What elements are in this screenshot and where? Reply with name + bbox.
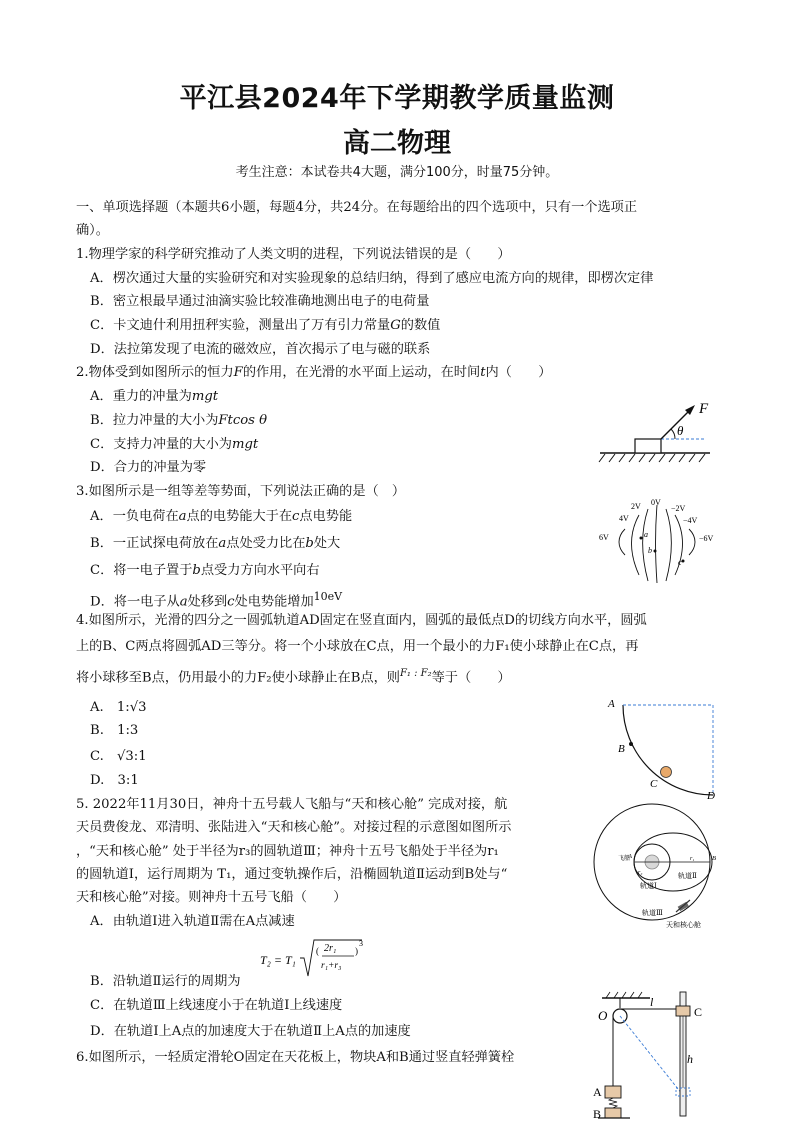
label-c: C <box>694 1005 703 1019</box>
q5-stem-line5: 天和核心舱”对接。则神舟十五号飞船（ ） <box>76 890 347 905</box>
label-6v: 6V <box>599 533 609 542</box>
q3-option-c: C．将一电子置于b点受力方向水平向右 <box>90 563 320 578</box>
q5-option-c: C．在轨道Ⅲ上线速度小于在轨道Ⅰ上线速度 <box>90 998 343 1013</box>
label-c: c <box>678 558 682 567</box>
label-h: h <box>687 1052 693 1066</box>
q3-stem: 3.如图所示是一组等差等势面，下列说法正确的是（ ） <box>76 484 406 499</box>
label-2v: 2V <box>631 502 641 511</box>
force-label: F <box>699 401 709 417</box>
q4-option-d: D. 3:1 <box>90 773 139 788</box>
q2-option-d: D．合力的冲量为零 <box>90 460 207 475</box>
ceiling-hatch <box>606 992 642 998</box>
q1-stem: 1.物理学家的科学研究推动了人类文明的进程，下列说法错误的是（ ） <box>76 247 511 262</box>
q3-option-d: D．将一电子从a处移到c处电势能增加$^{10eV}$ <box>90 590 343 610</box>
label-b: B <box>618 743 625 755</box>
q4-option-b: B. 1:3 <box>90 723 139 738</box>
q3-option-b: B．一正试探电荷放在a点处受力比在b处大 <box>90 536 341 551</box>
ball <box>661 767 672 778</box>
angle-label: θ <box>677 423 684 438</box>
q2-force-figure <box>595 396 715 466</box>
q6-stem: 6.如图所示，一轻质定滑轮O固定在天花板上，物块A和B通过竖直轻弹簧栓 <box>76 1050 515 1065</box>
ground-hatch <box>599 454 705 462</box>
q1-option-d: D．法拉第发现了电流的磁效应，首次揭示了电与磁的联系 <box>90 342 431 357</box>
block-a <box>605 1086 621 1098</box>
q5-stem-line1: 5. 2022年11月30日，神舟十五号载人飞船与“天和核心舱” 完成对接，航 <box>76 797 508 812</box>
q5-option-b: B．沿轨道Ⅱ运行的周期为 <box>90 974 241 989</box>
label-a: A <box>608 698 615 710</box>
q5-stem-line3: ，“天和核心舱” 处于半径为r₃的圆轨道Ⅲ；神舟十五号飞船处于半径为r₁ <box>76 844 499 859</box>
q4-option-c: C. √3:1 <box>90 749 147 764</box>
label-station: 天和核心舱 <box>666 921 701 929</box>
section-heading-cont: 确）。 <box>76 223 109 238</box>
label-minus6v: −6V <box>699 534 714 543</box>
point-b <box>654 550 657 553</box>
point-a <box>640 537 643 540</box>
q6-pulley-figure <box>590 988 720 1120</box>
label-minus2v: −2V <box>671 504 686 513</box>
q1-option-a: A．楞次通过大量的实验研究和对实验现象的总结归纳，得到了感应电流方向的规律，即楞次定律 <box>90 271 654 286</box>
section-heading: 一、单项选择题（本题共6小题，每题4分，共24分。在每题给出的四个选项中，只有一个选项正 <box>76 200 638 215</box>
label-a: a <box>644 530 648 539</box>
label-b: B <box>712 855 716 862</box>
label-r3: r₃ <box>638 870 643 876</box>
label-0v: 0V <box>651 498 661 507</box>
label-orbit3: 轨道Ⅲ <box>642 909 663 917</box>
q5-option-a: A．由轨道Ⅰ进入轨道Ⅱ需在A点减速 <box>90 914 295 929</box>
label-o: O <box>598 1008 608 1023</box>
svg-text:): ) <box>355 946 358 956</box>
q4-stem-line1: 4.如图所示，光滑的四分之一圆弧轨道AD固定在竖直面内，圆弧的最低点D的切线方向水平，圆弧 <box>76 613 647 628</box>
label-r1: r₁ <box>690 856 695 862</box>
label-b: B <box>593 1107 602 1120</box>
page-title: 平江县2024年下学期教学质量监测 <box>179 83 615 114</box>
label-ship: 飞船 <box>618 856 631 862</box>
q5-period-formula <box>258 936 368 987</box>
label-orbit2: 轨道Ⅱ <box>678 872 697 880</box>
svg-text:(: ( <box>316 946 319 956</box>
svg-text:3: 3 <box>359 939 363 948</box>
exam-notice: 考生注意：本试卷共4大题，满分100分，时量75分钟。 <box>235 165 559 180</box>
label-l: l <box>650 995 654 1009</box>
label-orbit1: 轨道Ⅰ <box>640 882 657 890</box>
arc-track <box>623 705 713 795</box>
q5-stem-line4: 的圆轨道Ⅰ，运行周期为 T₁，通过变轨操作后，沿椭圆轨道Ⅱ运动到B处与“ <box>76 867 508 882</box>
q2-option-c: C．支持力冲量的大小为mgt <box>90 437 259 452</box>
label-d: D <box>707 790 715 802</box>
formula-svg <box>258 936 368 984</box>
page-subtitle: 高二物理 <box>343 128 451 159</box>
label-a: A <box>628 853 632 860</box>
angle-arc <box>671 429 675 439</box>
q4-stem-line3: 将小球移至B点，仍用最小的力F₂使小球静止在B点，则$^{F_1 : F_2}$等于（ ） <box>76 668 511 686</box>
q5-option-d: D．在轨道Ⅰ上A点的加速度大于在轨道Ⅱ上A点的加速度 <box>90 1024 411 1039</box>
label-4v: 4V <box>619 514 629 523</box>
svg-text:r₁+r₃: r₁+r₃ <box>321 961 342 971</box>
q4-stem-line2: 上的B、C两点将圆弧AD三等分。将一个小球放在C点，用一个最小的力F₁使小球静止在C点，再 <box>76 639 639 654</box>
q5-orbit-figure <box>590 800 720 932</box>
q2-stem: 2.物体受到如图所示的恒力F的作用，在光滑的水平面上运动，在时间t内（ ） <box>76 365 552 380</box>
q2-option-a: A．重力的冲量为mgt <box>90 389 219 404</box>
label-minus4v: −4V <box>683 516 698 525</box>
svg-text:2r₁: 2r₁ <box>324 943 337 954</box>
q5-stem-line2: 天员费俊龙、邓清明、张陆进入“天和核心舱”。对接过程的示意图如图所示 <box>76 820 512 835</box>
q4-arc-figure <box>605 695 725 803</box>
block <box>635 439 661 453</box>
station-icon <box>676 900 690 912</box>
q1-option-c: C．卡文迪什利用扭秤实验，测量出了万有引力常量G的数值 <box>90 318 441 333</box>
ring-c <box>676 1006 690 1016</box>
spring <box>609 1098 617 1108</box>
point-c <box>682 560 685 563</box>
label-c: C <box>650 778 658 790</box>
block-b <box>605 1108 621 1118</box>
point-b <box>629 742 633 746</box>
svg-text:T₂ = T₁: T₂ = T₁ <box>260 953 296 967</box>
q1-option-b: B．密立根最早通过油滴实验比较准确地测出电子的电荷量 <box>90 294 430 309</box>
label-b: b <box>648 546 652 555</box>
rope-dashed <box>620 1016 682 1094</box>
q3-equipotential-figure <box>595 495 720 587</box>
force-arrow <box>661 409 691 439</box>
q4-option-a: A. 1:√3 <box>90 700 147 715</box>
q3-option-a: A．一负电荷在a点的电势能大于在c点电势能 <box>90 509 353 524</box>
q2-option-b: B．拉力冲量的大小为Ftcos θ <box>90 413 268 428</box>
label-a: A <box>593 1085 602 1099</box>
